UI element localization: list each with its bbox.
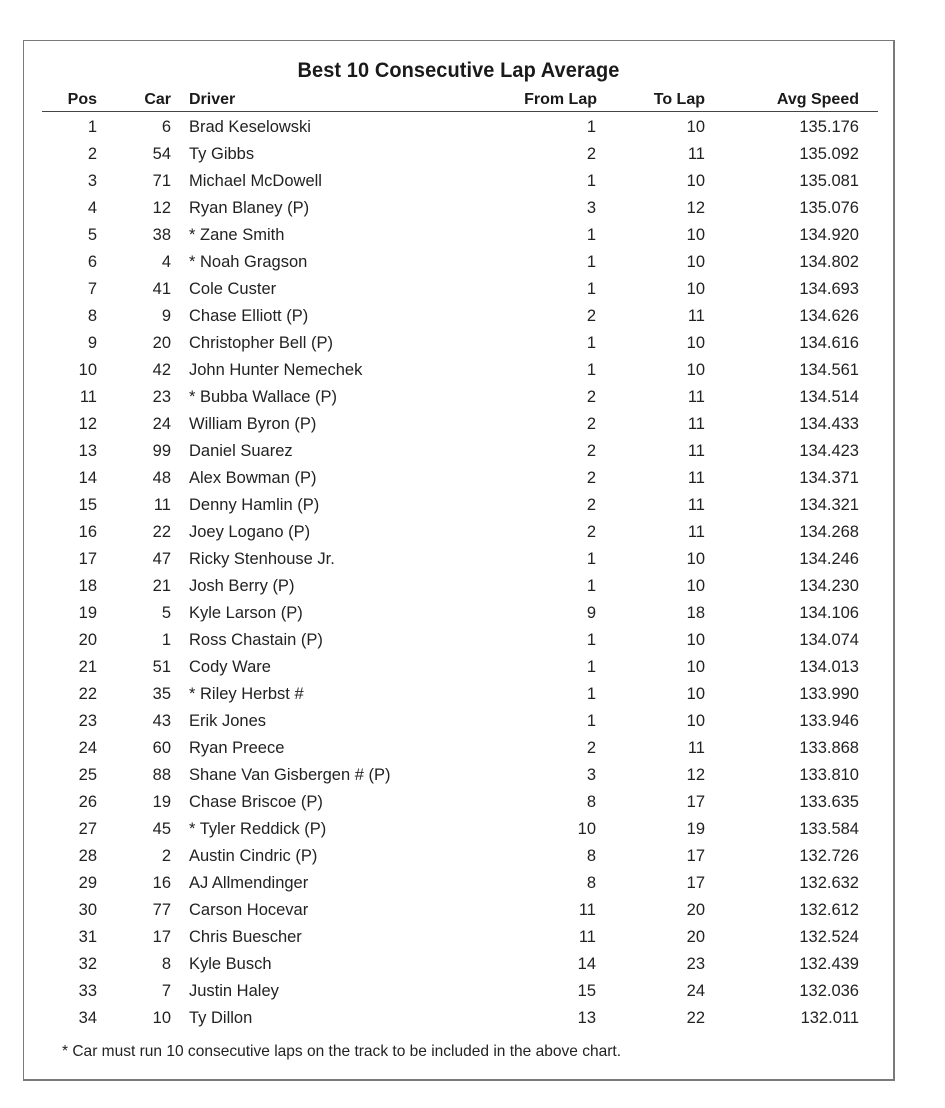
cell-from-lap: 2: [586, 415, 596, 433]
cell-avg-speed: 134.423: [799, 442, 859, 460]
cell-car: 77: [152, 901, 171, 919]
cell-to-lap: 12: [686, 766, 705, 784]
cell-avg-speed: 135.076: [799, 199, 859, 217]
cell-to-lap: 10: [686, 280, 705, 298]
cell-to-lap: 11: [687, 442, 705, 460]
table-row: [42, 924, 878, 951]
cell-to-lap: 23: [686, 955, 705, 973]
cell-to-lap: 10: [686, 253, 705, 271]
cell-avg-speed: 133.946: [799, 712, 859, 730]
cell-pos: 26: [78, 793, 97, 811]
cell-driver: * Zane Smith: [189, 226, 285, 244]
cell-from-lap: 1: [586, 118, 596, 136]
table-row: [42, 384, 878, 411]
cell-driver: Justin Haley: [189, 982, 279, 1000]
cell-car: 4: [161, 253, 171, 271]
cell-car: 47: [152, 550, 171, 568]
cell-car: 16: [152, 874, 171, 892]
cell-avg-speed: 133.635: [799, 793, 859, 811]
cell-pos: 8: [87, 307, 97, 325]
cell-car: 23: [152, 388, 171, 406]
cell-avg-speed: 134.920: [799, 226, 859, 244]
cell-driver: Daniel Suarez: [189, 442, 293, 460]
table-row: [42, 654, 878, 681]
table-row: [42, 357, 878, 384]
header-avg-speed: Avg Speed: [776, 91, 859, 108]
cell-pos: 13: [78, 442, 97, 460]
table-row: [42, 519, 878, 546]
cell-avg-speed: 133.810: [799, 766, 859, 784]
cell-avg-speed: 134.616: [799, 334, 859, 352]
cell-from-lap: 1: [586, 550, 596, 568]
cell-car: 22: [152, 523, 171, 541]
cell-car: 9: [161, 307, 171, 325]
cell-driver: John Hunter Nemechek: [189, 361, 363, 379]
cell-avg-speed: 135.081: [799, 172, 859, 190]
cell-car: 99: [152, 442, 171, 460]
cell-to-lap: 11: [687, 739, 705, 757]
cell-avg-speed: 133.584: [799, 820, 859, 838]
cell-from-lap: 8: [586, 793, 596, 811]
cell-to-lap: 10: [686, 361, 705, 379]
cell-driver: * Bubba Wallace (P): [189, 388, 337, 406]
cell-from-lap: 1: [586, 712, 596, 730]
cell-driver: Alex Bowman (P): [189, 469, 317, 487]
cell-pos: 3: [87, 172, 97, 190]
cell-car: 6: [161, 118, 171, 136]
header-driver: Driver: [189, 91, 236, 108]
cell-from-lap: 2: [586, 442, 596, 460]
table-row: [42, 141, 878, 168]
cell-car: 24: [152, 415, 171, 433]
cell-to-lap: 10: [686, 658, 705, 676]
cell-avg-speed: 134.514: [799, 388, 859, 406]
table-row: [42, 330, 878, 357]
cell-from-lap: 2: [586, 307, 596, 325]
cell-to-lap: 11: [687, 496, 705, 514]
cell-car: 2: [161, 847, 171, 865]
cell-from-lap: 1: [586, 253, 596, 271]
cell-car: 48: [152, 469, 171, 487]
cell-avg-speed: 132.011: [800, 1009, 859, 1027]
cell-driver: Christopher Bell (P): [189, 334, 333, 352]
cell-driver: Ty Gibbs: [189, 145, 255, 163]
cell-from-lap: 1: [586, 280, 596, 298]
table-row: [42, 978, 878, 1005]
table-row: [42, 843, 878, 870]
cell-driver: Chase Briscoe (P): [189, 793, 323, 811]
cell-pos: 9: [87, 334, 97, 352]
cell-avg-speed: 132.632: [799, 874, 859, 892]
cell-car: 21: [152, 577, 171, 595]
table-row: [42, 411, 878, 438]
cell-pos: 17: [78, 550, 97, 568]
cell-driver: * Tyler Reddick (P): [189, 820, 327, 838]
cell-to-lap: 20: [686, 901, 705, 919]
cell-to-lap: 24: [686, 982, 705, 1000]
cell-from-lap: 10: [577, 820, 596, 838]
cell-pos: 2: [87, 145, 97, 163]
cell-avg-speed: 134.246: [799, 550, 859, 568]
cell-from-lap: 1: [586, 226, 596, 244]
cell-to-lap: 20: [686, 928, 705, 946]
report-frame: [23, 40, 895, 1081]
table-row: [42, 573, 878, 600]
cell-car: 42: [152, 361, 171, 379]
cell-to-lap: 10: [686, 550, 705, 568]
cell-driver: Carson Hocevar: [189, 901, 309, 919]
cell-pos: 23: [78, 712, 97, 730]
cell-avg-speed: 132.524: [799, 928, 859, 946]
cell-from-lap: 8: [586, 874, 596, 892]
cell-avg-speed: 134.268: [799, 523, 859, 541]
cell-to-lap: 10: [686, 334, 705, 352]
cell-driver: Chase Elliott (P): [189, 307, 309, 325]
cell-from-lap: 2: [586, 739, 596, 757]
cell-avg-speed: 132.439: [799, 955, 859, 973]
cell-to-lap: 11: [687, 307, 705, 325]
cell-to-lap: 11: [687, 388, 705, 406]
table-row: [42, 735, 878, 762]
cell-pos: 31: [78, 928, 97, 946]
header-pos: Pos: [67, 91, 97, 108]
cell-to-lap: 10: [686, 712, 705, 730]
cell-from-lap: 11: [578, 928, 596, 946]
cell-driver: * Riley Herbst #: [189, 685, 304, 703]
table-row: [42, 222, 878, 249]
cell-pos: 30: [78, 901, 97, 919]
cell-from-lap: 11: [578, 901, 596, 919]
cell-driver: Austin Cindric (P): [189, 847, 318, 865]
cell-pos: 21: [78, 658, 97, 676]
cell-pos: 34: [78, 1009, 97, 1027]
cell-to-lap: 10: [686, 685, 705, 703]
cell-car: 88: [152, 766, 171, 784]
header-car: Car: [144, 91, 171, 108]
table-row: [42, 870, 878, 897]
cell-to-lap: 22: [686, 1009, 705, 1027]
cell-pos: 22: [78, 685, 97, 703]
cell-from-lap: 2: [586, 145, 596, 163]
cell-pos: 6: [87, 253, 97, 271]
cell-driver: Cody Ware: [189, 658, 271, 676]
cell-driver: Ryan Blaney (P): [189, 199, 310, 217]
cell-car: 54: [152, 145, 171, 163]
cell-pos: 25: [78, 766, 97, 784]
cell-pos: 5: [87, 226, 97, 244]
cell-driver: Ryan Preece: [189, 739, 285, 757]
cell-car: 45: [152, 820, 171, 838]
cell-to-lap: 11: [687, 145, 705, 163]
cell-avg-speed: 134.433: [799, 415, 859, 433]
cell-driver: Josh Berry (P): [189, 577, 295, 595]
cell-to-lap: 10: [686, 226, 705, 244]
cell-car: 38: [152, 226, 171, 244]
cell-from-lap: 1: [586, 172, 596, 190]
cell-avg-speed: 133.868: [799, 739, 859, 757]
cell-avg-speed: 134.561: [799, 361, 859, 379]
cell-from-lap: 3: [586, 199, 596, 217]
table-row: [42, 249, 878, 276]
cell-pos: 14: [78, 469, 97, 487]
cell-car: 1: [161, 631, 171, 649]
cell-avg-speed: 134.106: [799, 604, 859, 622]
cell-car: 7: [161, 982, 171, 1000]
cell-pos: 29: [78, 874, 97, 892]
cell-avg-speed: 134.074: [799, 631, 859, 649]
cell-pos: 32: [78, 955, 97, 973]
cell-car: 17: [152, 928, 171, 946]
cell-pos: 24: [78, 739, 97, 757]
cell-driver: Michael McDowell: [189, 172, 322, 190]
cell-avg-speed: 134.371: [799, 469, 859, 487]
cell-from-lap: 1: [586, 658, 596, 676]
table-row: [42, 681, 878, 708]
table-row: [42, 708, 878, 735]
cell-car: 10: [152, 1009, 171, 1027]
table-row: [42, 492, 878, 519]
cell-pos: 19: [78, 604, 97, 622]
cell-pos: 12: [78, 415, 97, 433]
cell-avg-speed: 134.802: [799, 253, 859, 271]
cell-to-lap: 17: [686, 793, 705, 811]
cell-avg-speed: 135.092: [799, 145, 859, 163]
cell-avg-speed: 135.176: [799, 118, 859, 136]
table-row: [42, 951, 878, 978]
cell-car: 43: [152, 712, 171, 730]
cell-to-lap: 10: [686, 172, 705, 190]
header-to-lap: To Lap: [653, 91, 705, 108]
table-row: [42, 276, 878, 303]
cell-from-lap: 3: [586, 766, 596, 784]
table-row: [42, 816, 878, 843]
cell-driver: Ross Chastain (P): [189, 631, 323, 649]
cell-car: 5: [161, 604, 171, 622]
cell-avg-speed: 132.726: [799, 847, 859, 865]
table-header: [42, 89, 878, 112]
cell-car: 51: [152, 658, 171, 676]
cell-from-lap: 1: [586, 631, 596, 649]
table-row: [42, 762, 878, 789]
cell-to-lap: 11: [687, 415, 705, 433]
cell-driver: Cole Custer: [189, 280, 277, 298]
cell-pos: 33: [78, 982, 97, 1000]
table-row: [42, 303, 878, 330]
table-row: [42, 546, 878, 573]
cell-to-lap: 17: [686, 847, 705, 865]
cell-pos: 28: [78, 847, 97, 865]
cell-driver: Chris Buescher: [189, 928, 302, 946]
table-row: [42, 789, 878, 816]
cell-pos: 15: [78, 496, 97, 514]
cell-driver: Brad Keselowski: [189, 118, 311, 136]
cell-to-lap: 10: [686, 577, 705, 595]
table-body: [42, 114, 878, 1032]
cell-to-lap: 11: [687, 469, 705, 487]
cell-pos: 1: [87, 118, 97, 136]
table-row: [42, 897, 878, 924]
cell-car: 60: [152, 739, 171, 757]
report-title: Best 10 Consecutive Lap Average: [297, 59, 620, 82]
cell-pos: 7: [87, 280, 97, 298]
cell-pos: 10: [78, 361, 97, 379]
cell-from-lap: 1: [586, 361, 596, 379]
cell-car: 19: [152, 793, 171, 811]
cell-car: 12: [152, 199, 171, 217]
cell-driver: Denny Hamlin (P): [189, 496, 320, 514]
cell-avg-speed: 132.612: [799, 901, 859, 919]
cell-car: 41: [152, 280, 171, 298]
cell-avg-speed: 134.230: [799, 577, 859, 595]
cell-driver: Joey Logano (P): [189, 523, 311, 541]
cell-pos: 18: [78, 577, 97, 595]
cell-car: 20: [152, 334, 171, 352]
cell-driver: Ricky Stenhouse Jr.: [189, 550, 335, 568]
cell-from-lap: 2: [586, 523, 596, 541]
cell-car: 11: [153, 496, 171, 514]
cell-pos: 16: [78, 523, 97, 541]
footnote: * Car must run 10 consecutive laps on the track to be included in the above chart.: [62, 1043, 622, 1060]
cell-from-lap: 14: [577, 955, 596, 973]
cell-driver: William Byron (P): [189, 415, 317, 433]
cell-from-lap: 1: [586, 334, 596, 352]
cell-avg-speed: 133.990: [799, 685, 859, 703]
table-row: [42, 600, 878, 627]
table-row: [42, 195, 878, 222]
cell-driver: Ty Dillon: [189, 1009, 253, 1027]
cell-to-lap: 11: [687, 523, 705, 541]
table-row: [42, 627, 878, 654]
cell-driver: Shane Van Gisbergen # (P): [189, 766, 391, 784]
cell-from-lap: 1: [586, 577, 596, 595]
cell-to-lap: 18: [686, 604, 705, 622]
cell-car: 35: [152, 685, 171, 703]
cell-from-lap: 1: [586, 685, 596, 703]
table-row: [42, 168, 878, 195]
table-row: [42, 438, 878, 465]
cell-to-lap: 12: [686, 199, 705, 217]
cell-avg-speed: 134.693: [799, 280, 859, 298]
table-row: [42, 465, 878, 492]
cell-from-lap: 2: [586, 388, 596, 406]
table-row: [42, 1005, 878, 1032]
cell-pos: 20: [78, 631, 97, 649]
cell-driver: AJ Allmendinger: [189, 874, 309, 892]
cell-avg-speed: 134.626: [799, 307, 859, 325]
header-from-lap: From Lap: [524, 91, 597, 108]
cell-avg-speed: 134.013: [799, 658, 859, 676]
cell-avg-speed: 132.036: [799, 982, 859, 1000]
cell-to-lap: 19: [686, 820, 705, 838]
cell-from-lap: 9: [586, 604, 596, 622]
cell-to-lap: 17: [686, 874, 705, 892]
cell-from-lap: 15: [577, 982, 596, 1000]
cell-car: 8: [161, 955, 171, 973]
cell-from-lap: 2: [586, 469, 596, 487]
cell-from-lap: 8: [586, 847, 596, 865]
cell-pos: 4: [87, 199, 97, 217]
cell-to-lap: 10: [686, 631, 705, 649]
cell-pos: 27: [78, 820, 97, 838]
cell-driver: Kyle Larson (P): [189, 604, 303, 622]
cell-to-lap: 10: [686, 118, 705, 136]
cell-car: 71: [152, 172, 171, 190]
cell-from-lap: 13: [577, 1009, 596, 1027]
cell-from-lap: 2: [586, 496, 596, 514]
cell-pos: 11: [79, 388, 97, 406]
cell-driver: Kyle Busch: [189, 955, 272, 973]
cell-driver: Erik Jones: [189, 712, 267, 730]
table-row: [42, 114, 878, 141]
cell-driver: * Noah Gragson: [189, 253, 308, 271]
cell-avg-speed: 134.321: [799, 496, 859, 514]
